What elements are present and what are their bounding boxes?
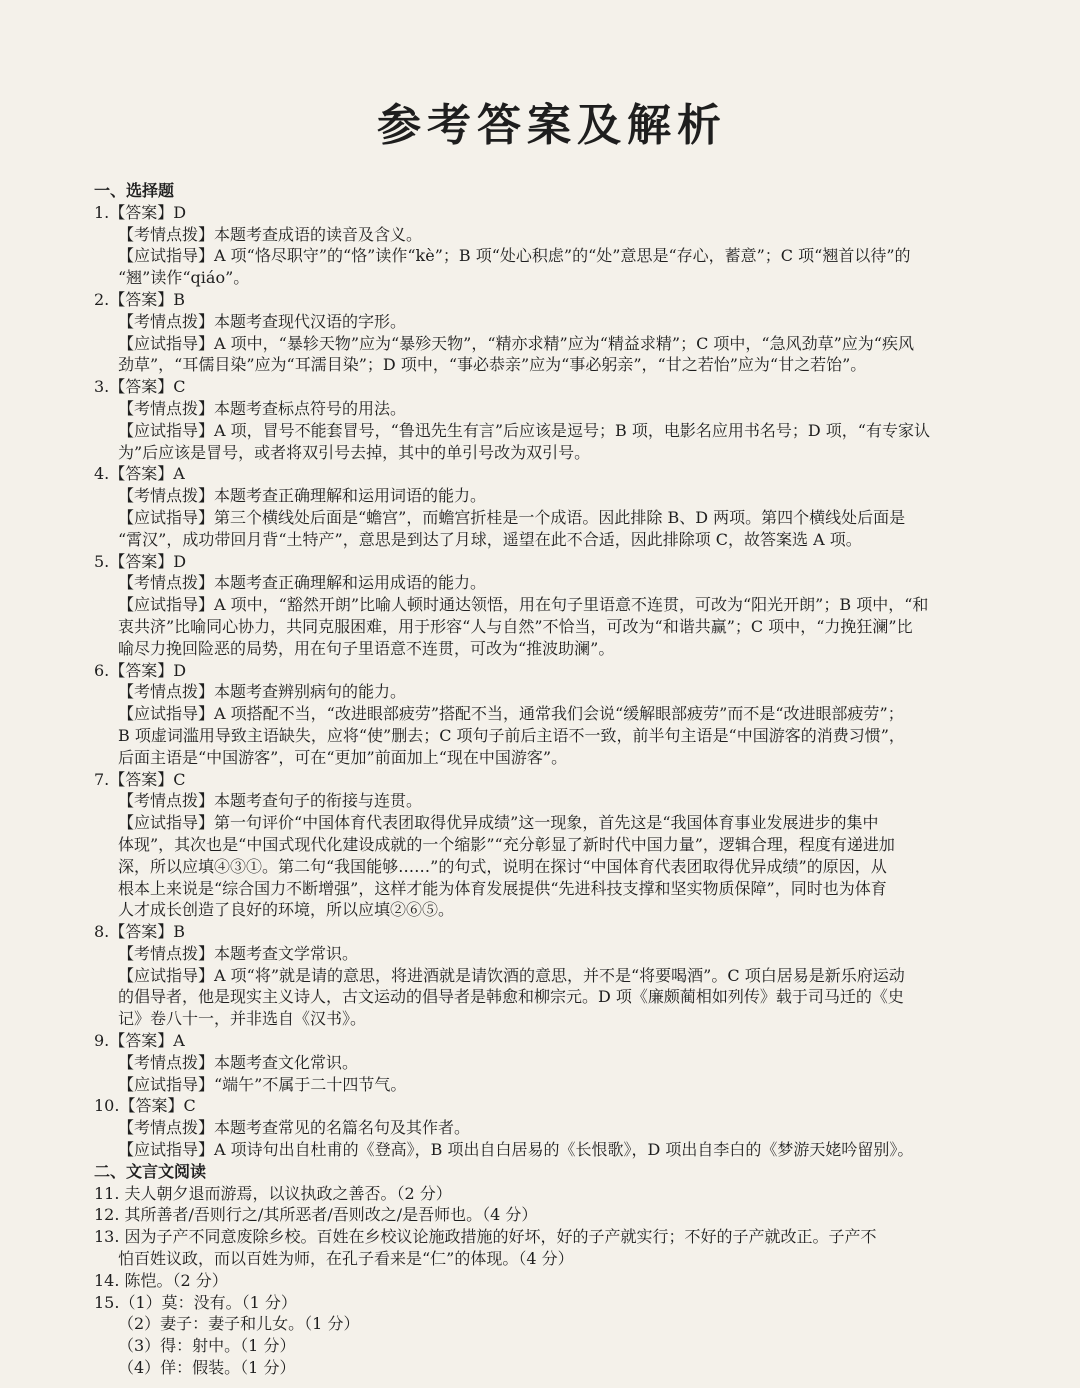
- answer-line: 体现”，其次也是“中国式现代化建设成就的一个缩影”“充分彰显了新时代中国力量”，逻辑合理，程度有递进加: [118, 834, 895, 854]
- answer-line: 9.【答案】A: [94, 1031, 185, 1051]
- answer-line: 衷共济”比喻同心协力，共同克服困难，用于形容“人与自然”不恰当，可改为“和谐共赢”；C 项中，“力挽狂澜”比: [118, 616, 913, 636]
- section-heading: 一、选择题: [94, 181, 175, 200]
- answer-line: 12. 其所善者/吾则行之/其所恶者/吾则改之/是吾师也。（4 分）: [94, 1205, 538, 1225]
- answer-line: 5.【答案】D: [94, 551, 187, 571]
- answer-content: [94, 180, 1010, 1379]
- answer-line: 11. 夫人朝夕退而游焉，以议执政之善否。（2 分）: [94, 1183, 452, 1203]
- answer-line: 10.【答案】C: [94, 1096, 196, 1116]
- answer-line: 【考情点拨】本题考查正确理解和运用成语的能力。: [118, 573, 487, 593]
- answer-line: “霄汉”，成功带回月背“土特产”，意思是到达了月球，遥望在此不合适，因此排除项 C，故答案选 A 项。: [118, 529, 862, 549]
- answer-line: 【应试指导】“端午”不属于二十四节气。: [118, 1074, 407, 1094]
- answer-line: 6.【答案】D: [94, 660, 187, 680]
- answer-line: 【应试指导】A 项诗句出自杜甫的《登高》，B 项出自白居易的《长恨歌》，D 项出自李白的《梦游天姥吟留别》。: [118, 1140, 914, 1160]
- answer-line: 【考情点拨】本题考查标点符号的用法。: [118, 398, 407, 418]
- answer-line: 【应试指导】A 项中，“豁然开朗”比喻人顿时通达领悟，用在句子里语意不连贯，可改为“阳光开朗”；B 项中，“和: [118, 595, 929, 615]
- answer-line: 【应试指导】A 项搭配不当，“改进眼部疲劳”搭配不当，通常我们会说“缓解眼部疲劳”而不是“改进眼部疲劳”；: [118, 704, 904, 724]
- answer-line: 7.【答案】C: [94, 769, 186, 789]
- answer-line: 深，所以应填④③①。第二句“我国能够……”的句式，说明在探讨“中国体育代表团取得优异成绩”的原因，从: [118, 856, 887, 876]
- answer-line: 【考情点拨】本题考查成语的读音及含义。: [118, 224, 423, 244]
- answer-line: 【考情点拨】本题考查辨别病句的能力。: [118, 682, 407, 702]
- answer-line: 【考情点拨】本题考查正确理解和运用词语的能力。: [118, 486, 487, 506]
- answer-line: 根本上来说是“综合国力不断增强”，这样才能为体育发展提供“先进科技支撑和坚实物质保障”，同时也为体育: [118, 878, 887, 898]
- page-title: 参考答案及解析: [377, 100, 727, 151]
- answer-line: 【应试指导】第一句评价“中国体育代表团取得优异成绩”这一现象，首先这是“我国体育事业发展进步的集中: [118, 813, 879, 833]
- answer-line: 【应试指导】第三个横线处后面是“蟾宫”，而蟾宫折桂是一个成语。因此排除 B、D 两项。第四个横线处后面是: [118, 507, 906, 527]
- answer-line: 记》卷八十一，并非选自《汉书》。: [118, 1009, 367, 1029]
- answer-line: 【考情点拨】本题考查现代汉语的字形。: [118, 311, 407, 331]
- answer-line: （3）得：射中。（1 分）: [118, 1336, 296, 1356]
- answer-line: 【考情点拨】本题考查文化常识。: [118, 1052, 359, 1072]
- answer-line: （4）佯：假装。（1 分）: [118, 1358, 296, 1378]
- answer-line: 的倡导者，他是现实主义诗人，古文运动的倡导者是韩愈和柳宗元。D 项《廉颇蔺相如列传》载于司马迁的《史: [118, 987, 904, 1007]
- answer-line: 1.【答案】D: [94, 202, 187, 222]
- answer-line: 为”后应该是冒号，或者将双引号去掉，其中的单引号改为双引号。: [118, 442, 591, 462]
- answer-line: 劲草”，“耳儒目染”应为“耳濡目染”；D 项中，“事必恭亲”应为“事必躬亲”，“甘之若怡”应为“甘之若饴”。: [118, 355, 867, 375]
- answer-line: 【应试指导】A 项“恪尽职守”的“恪”读作“kè”；B 项“处心积虑”的“处”意思是“存心，蓄意”；C 项“翘首以待”的: [118, 246, 911, 266]
- answer-line: 【应试指导】A 项“将”就是请的意思，将进酒就是请饮酒的意思，并不是“将要喝酒”。C 项白居易是新乐府运动: [118, 965, 905, 985]
- answer-line: 喻尽力挽回险恶的局势，用在句子里语意不连贯，可改为“推波助澜”。: [118, 638, 615, 658]
- answer-line: 人才成长创造了良好的环境，所以应填②⑥⑤。: [118, 900, 455, 920]
- answer-line: 8.【答案】B: [94, 922, 186, 942]
- answer-line: 2.【答案】B: [94, 289, 186, 309]
- answer-line: 14. 陈恺。（2 分）: [94, 1270, 228, 1290]
- answer-line: 【考情点拨】本题考查句子的衔接与连贯。: [118, 791, 423, 811]
- answer-line: 怕百姓议政，而以百姓为师，在孔子看来是“仁”的体现。（4 分）: [118, 1249, 574, 1269]
- answer-line: （2）妻子：妻子和儿女。（1 分）: [118, 1314, 360, 1334]
- section-heading: 二、文言文阅读: [94, 1161, 207, 1181]
- answer-line: 【考情点拨】本题考查常见的名篇名句及其作者。: [118, 1118, 471, 1138]
- answer-line: 【应试指导】A 项中，“暴轸天物”应为“暴殄天物”，“精亦求精”应为“精益求精”；C 项中，“急风劲草”应为“疾风: [118, 333, 914, 353]
- answer-line: 【应试指导】A 项，冒号不能套冒号，“鲁迅先生有言”后应该是逗号；B 项，电影名应用书名号；D 项，“有专家认: [118, 420, 930, 440]
- answer-line: 4.【答案】A: [94, 464, 185, 484]
- answer-line: B 项虚词滥用导致主语缺失，应将“使”删去；C 项句子前后主语不一致，前半句主语是“中国游客的消费习惯”，: [118, 725, 905, 745]
- answer-line: “翘”读作“qiáo”。: [118, 268, 250, 288]
- answer-line: 后面主语是“中国游客”，可在“更加”前面加上“现在中国游客”。: [118, 747, 568, 767]
- answer-line: 3.【答案】C: [94, 377, 186, 397]
- answer-line: 【考情点拨】本题考查文学常识。: [118, 943, 359, 963]
- answer-line: 15.（1）莫：没有。（1 分）: [94, 1292, 297, 1312]
- answer-line: 13. 因为子产不同意废除乡校。百姓在乡校议论施政措施的好坏，好的子产就实行；不好的子产就改正。子产不: [94, 1227, 877, 1247]
